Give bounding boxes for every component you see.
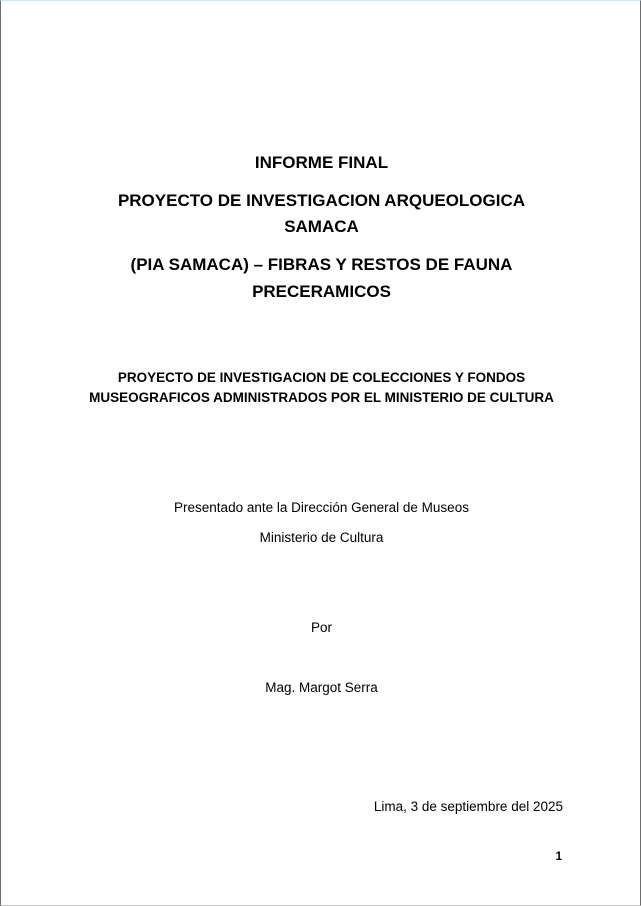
by-label: Por [310, 620, 332, 635]
project-title [91, 188, 552, 240]
program-heading [61, 368, 582, 408]
ministry-name: Ministerio de Cultura [259, 530, 384, 545]
date-line: Lima, 3 de septiembre del 2025 [373, 799, 563, 814]
project-subtitle-line-1: (PIA SAMACA) – FIBRAS Y RESTOS DE FAUNA [130, 255, 513, 274]
program-heading-line-1: PROYECTO DE INVESTIGACION DE COLECCIONES Y FONDOS [117, 370, 526, 385]
author-name: Mag. Margot Serra [265, 680, 378, 695]
presented-to: Presentado ante la Dirección General de Museos [174, 500, 469, 515]
project-subtitle-line-2: PRECERAMICOS [252, 282, 391, 301]
project-title-line-1: PROYECTO DE INVESTIGACION ARQUEOLOGICA [117, 191, 526, 210]
project-title-line-2: SAMACA [284, 217, 359, 236]
project-subtitle [91, 251, 552, 305]
main-title: INFORME FINAL [254, 153, 389, 172]
page-number: 1 [555, 851, 562, 863]
program-heading-line-2: MUSEOGRAFICOS ADMINISTRADOS POR EL MINISTERIO DE CULTURA [89, 390, 554, 405]
